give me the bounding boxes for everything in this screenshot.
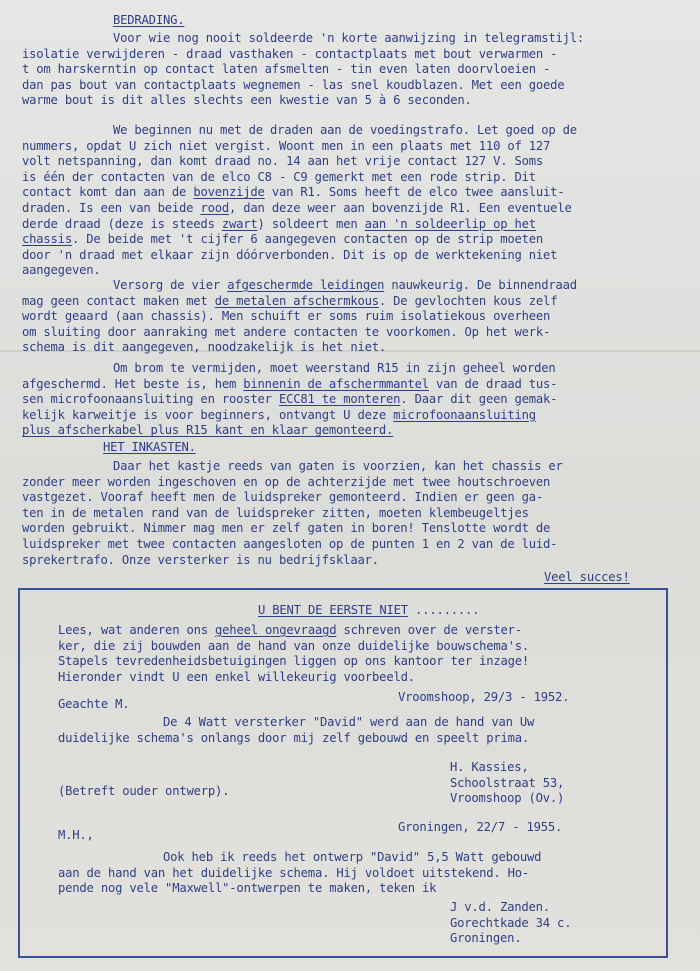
underlined-phrase: U BENT DE EERSTE NIET <box>258 603 408 617</box>
text-run: warme bout is dit alles slechts een kwestie van 5 à 6 seconden. <box>22 93 472 108</box>
underlined-phrase: aan 'n soldeerlip op het <box>364 216 536 231</box>
para4-line <box>22 423 393 439</box>
text-run: schreven over de verster- <box>336 623 522 637</box>
underlined-phrase: BEDRADING. <box>113 13 185 27</box>
text-run: is één der contacten van de elco C8 - C9 gemerkt met een rode strip. Dit <box>22 169 536 184</box>
text-run: . De beide met 't cijfer 6 aangegeven contacten op de strip moeten <box>71 232 544 247</box>
letter1-place-date <box>398 690 569 706</box>
para2-line <box>22 232 543 248</box>
underlined-phrase: geheel ongevraagd <box>215 623 337 637</box>
para5-line <box>22 537 557 553</box>
text-run: aan de hand van het duidelijke schema. Hij voldoet uitstekend. Ho- <box>58 865 530 880</box>
text-run: door 'n draad met elkaar zijn dóórverbonden. Dit is op de werktekening niet <box>22 247 558 262</box>
text-run: Geachte M. <box>58 697 130 711</box>
letter1-salutation <box>58 697 129 713</box>
underlined-phrase: afgeschermde leidingen <box>227 278 385 292</box>
text-run: (Betreft ouder ontwerp). <box>58 784 230 798</box>
box-intro-line <box>58 654 529 670</box>
underlined-phrase: binnenin de afschermmantel <box>243 376 429 391</box>
text-run: J v.d. Zanden. <box>450 900 550 914</box>
para5-line <box>113 459 563 475</box>
text-run: , dan deze weer aan bovenzijde R1. Een eventuele <box>229 201 572 215</box>
para4-line <box>22 377 557 393</box>
text-run: luidspreker met twee contacten aangesloten op de punten 1 en 2 van de luid- <box>22 537 558 551</box>
text-run: draden. Is een van beide <box>22 201 201 215</box>
para3-line <box>22 309 550 325</box>
letter1-note <box>58 784 229 800</box>
para2-line <box>22 139 550 155</box>
letter1-signature-line <box>450 776 564 792</box>
para4-line <box>113 361 556 377</box>
para3-line <box>22 340 386 356</box>
text-run: mag geen contact maken met <box>22 293 215 308</box>
text-run: Lees, wat anderen ons <box>58 623 216 637</box>
text-run: Vroomshoop, 29/3 - 1952. <box>398 690 570 704</box>
text-run: Om brom te vermijden, moet weerstand R15 in zijn geheel worden <box>113 361 556 375</box>
text-run: isolatie verwijderen - draad vasthaken - contactplaats met bout verwarmen - <box>22 46 558 61</box>
letter2-body-line <box>58 881 436 897</box>
text-run: pende nog vele "Maxwell"-ontwerpen te maken, teken ik <box>58 881 437 896</box>
text-run: Schoolstraat 53, <box>450 775 565 790</box>
text-run: van R1. Soms heeft de elco twee aansluit- <box>264 185 565 200</box>
text-run: ten in de metalen rand van de luidspreker zitten, moeten klembeugeltjes <box>22 505 529 520</box>
underlined-phrase: Veel succes! <box>544 570 630 584</box>
text-run: zonder meer worden ingeschoven en op de achterzijde met twee houtschroeven <box>22 474 551 489</box>
para5-line <box>22 475 550 491</box>
text-run: Vroomshoop (Ov.) <box>450 791 565 806</box>
text-run: Stapels tevredenheidsbetuigingen liggen op ons kantoor ter inzage! <box>58 654 530 669</box>
text-run: ......... <box>407 603 480 617</box>
letter2-signature-line <box>450 916 571 932</box>
text-run: Daar het kastje reeds van gaten is voorzien, kan het chassis er <box>113 459 563 473</box>
para4-line <box>22 408 536 424</box>
text-run: . Daar dit geen gemak- <box>400 392 558 407</box>
underlined-phrase: plus afscherkabel plus R15 kant en klaar gemonteerd. <box>22 423 394 438</box>
text-run: M.H., <box>58 828 94 842</box>
text-run: worden gebruikt. Nimmer mag men er zelf gaten in boren! Tenslotte wordt de <box>22 521 551 536</box>
underlined-phrase: rood <box>200 201 229 215</box>
para1-line <box>22 62 550 78</box>
text-run: sprekertrafo. Onze versterker is nu bedrijfsklaar. <box>22 552 379 567</box>
para3-line <box>22 325 550 341</box>
letter2-salutation <box>58 828 94 844</box>
para2-line <box>22 185 564 201</box>
letter2-body-line <box>163 850 541 866</box>
underlined-phrase: chassis <box>22 232 72 247</box>
para2-line <box>22 217 536 233</box>
text-run: Groningen, 22/7 - 1955. <box>398 820 563 834</box>
text-run: derde draad (deze is steeds <box>22 216 222 231</box>
underlined-phrase: HET INKASTEN. <box>103 440 196 454</box>
para4-line <box>22 392 557 408</box>
box-intro-line <box>58 670 415 686</box>
box-intro-line <box>58 623 522 639</box>
text-run: Ook heb ik reeds het ontwerp "David" 5,5 Watt gebouwd <box>163 850 542 864</box>
para5-line <box>22 521 550 537</box>
underlined-phrase: bovenzijde <box>193 185 265 200</box>
text-run: Hieronder vindt U een enkel willekeurig voorbeeld. <box>58 669 415 684</box>
text-run: ker, die zij bouwden aan de hand van onze duidelijke bouwschema's. <box>58 638 530 653</box>
para5-line <box>22 490 543 506</box>
text-run: wordt geaard (aan chassis). Men schuift er soms ruim isolatiekous overheen <box>22 309 551 324</box>
text-run: vastgezet. Vooraf heeft men de luidspreker gemonteerd. Indien er geen ga- <box>22 490 544 505</box>
para1-line <box>22 78 564 94</box>
text-run: Gorechtkade 34 c. <box>450 915 572 930</box>
text-run: Voor wie nog nooit soldeerde 'n korte aanwijzing in telegramstijl: <box>113 31 585 45</box>
letter1-body-line <box>163 715 534 731</box>
para2-line <box>22 201 572 217</box>
closing-text <box>544 570 630 586</box>
heading-bedrading <box>113 13 184 29</box>
heading-inkasten <box>103 440 196 456</box>
text-run: ) soldeert men <box>257 216 365 231</box>
text-run: t om harskerntin op contact laten afsmelten - tin even laten doorvloeien - <box>22 62 551 77</box>
text-run: Groningen. <box>450 931 522 946</box>
letter2-place-date <box>398 820 562 836</box>
underlined-phrase: zwart <box>221 216 258 231</box>
text-run: dan pas bout van contactplaats wegnemen - las snel koudblazen. Met een goede <box>22 77 565 92</box>
underlined-phrase: microfoonaansluiting <box>393 407 536 422</box>
letter1-signature-line <box>450 791 564 807</box>
letter2-signature-line <box>450 931 521 947</box>
text-run: H. Kassies, <box>450 760 529 774</box>
text-run: De 4 Watt versterker "David" werd aan de hand van Uw <box>163 715 535 729</box>
para5-line <box>22 506 529 522</box>
text-run: aangegeven. <box>22 263 101 278</box>
text-run: Versorg de vier <box>113 278 228 292</box>
text-run: van de draad tus- <box>428 376 558 391</box>
underlined-phrase: ECC81 te monteren <box>278 392 401 407</box>
para2-line <box>22 263 101 279</box>
text-run: sen microfoonaansluiting en rooster <box>22 392 279 407</box>
para1-line <box>22 47 557 63</box>
box-intro-line <box>58 639 529 655</box>
para2-line <box>22 248 557 264</box>
text-run: volt netspanning, dan komt draad no. 14 aan het vrije contact 127 V. Soms <box>22 154 544 169</box>
text-run: nummers, opdat U zich niet vergist. Woont men in een plaats met 110 of 127 <box>22 138 551 153</box>
text-run: duidelijke schema's onlangs door mij zelf gebouwd en speelt prima. <box>58 730 530 745</box>
underlined-phrase: de metalen afschermkous <box>214 293 379 308</box>
text-run: We beginnen nu met de draden aan de voedingstrafo. Let goed op de <box>113 123 577 137</box>
text-run: . De gevlochten kous zelf <box>378 293 558 308</box>
text-run: om sluiting door aanraking met andere contacten te voorkomen. Op het werk- <box>22 324 551 339</box>
para2-line <box>113 123 577 139</box>
text-run: afgeschermd. Het beste is, hem <box>22 376 244 391</box>
letter2-body-line <box>58 866 529 882</box>
text-run: contact komt dan aan de <box>22 185 194 200</box>
text-run: nauwkeurig. De binnendraad <box>384 278 577 292</box>
para1-line <box>22 93 472 109</box>
text-run: kelijk karweitje is voor beginners, ontvangt U deze <box>22 407 394 422</box>
box-title <box>258 603 479 619</box>
para3-line <box>22 294 557 310</box>
para1-line <box>113 31 584 47</box>
para2-line <box>22 170 536 186</box>
para2-line <box>22 154 543 170</box>
letter1-body-line <box>58 731 529 747</box>
text-run: schema is dit aangegeven, noodzakelijk is het niet. <box>22 340 387 355</box>
para5-line <box>22 553 379 569</box>
letter2-signature-line <box>450 900 550 916</box>
letter1-signature-line <box>450 760 529 776</box>
para3-line <box>113 278 577 294</box>
